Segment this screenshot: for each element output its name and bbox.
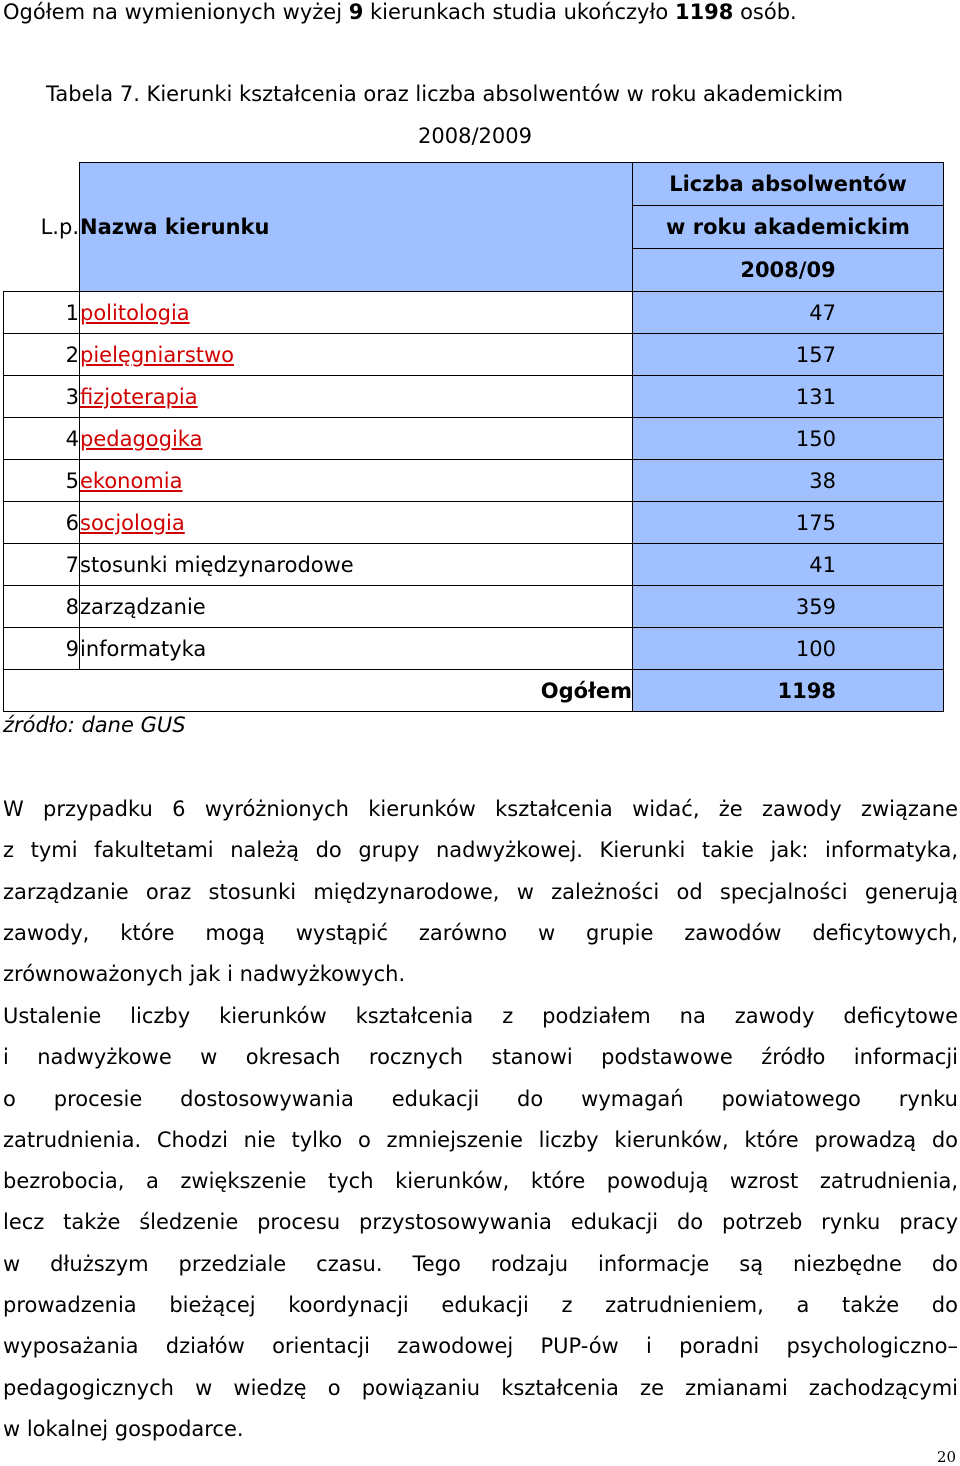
paragraph-line: zarządzanie oraz stosunki międzynarodowe, w zależności od specjalności generują — [3, 879, 958, 904]
row-number: 7 — [4, 544, 80, 586]
row-number: 2 — [4, 334, 80, 376]
table-row — [4, 334, 944, 376]
row-number: 3 — [4, 376, 80, 418]
paragraph-line: zatrudnienia. Chodzi nie tylko o zmniejszenie liczby kierunków, które prowadzą do — [3, 1127, 958, 1152]
table-row — [4, 376, 944, 418]
paragraph-line: wyposażania działów orientacji zawodowej PUP-ów i poradni psychologiczno– — [3, 1334, 958, 1359]
table-header-row — [4, 163, 944, 206]
field-name: informatyka — [80, 636, 207, 661]
total-row — [4, 670, 944, 712]
table-row — [4, 628, 944, 670]
graduate-count: 47 — [809, 300, 836, 325]
row-number: 8 — [4, 586, 80, 628]
header-count-line3: 2008/09 — [633, 249, 944, 292]
paragraph-line: prowadzenia bieżącej koordynacji edukacji z zatrudnieniem, a także do — [3, 1293, 958, 1318]
paragraph-line: W przypadku 6 wyróżnionych kierunków kształcenia widać, że zawody związane — [3, 797, 958, 821]
paragraph-line: zawody, które mogą wystąpić zarówno w grupie zawodów deficytowych, — [3, 920, 958, 945]
paragraph-1 — [3, 789, 958, 995]
graduate-count: 38 — [809, 468, 836, 493]
graduate-count: 157 — [795, 342, 836, 367]
table-caption: Tabela 7. Kierunki kształcenia oraz liczba absolwentów w roku akademickim — [46, 82, 844, 106]
intro-total: 1198 — [674, 0, 734, 24]
header-lp: L.p. — [4, 163, 80, 292]
field-name: zarządzanie — [80, 594, 206, 619]
page-number: 20 — [936, 1448, 956, 1466]
paragraph-line: i nadwyżkowe w okresach rocznych stanowi podstawowe źródło informacji — [3, 1045, 958, 1070]
paragraph-line: lecz także śledzenie procesu przystosowywania edukacji do potrzeb rynku pracy — [3, 1210, 958, 1235]
row-number: 6 — [4, 502, 80, 544]
paragraph-line: Ustalenie liczby kierunków kształcenia z podziałem na zawody deficytowe — [3, 1004, 958, 1028]
header-count-line2: w roku akademickim — [633, 206, 944, 249]
row-number: 5 — [4, 460, 80, 502]
graduate-count: 150 — [795, 426, 836, 451]
field-name-link[interactable]: pielęgniarstwo — [80, 342, 235, 367]
row-number: 1 — [4, 292, 80, 334]
table-caption-year: 2008/2009 — [418, 124, 532, 148]
graduate-count: 100 — [795, 636, 836, 661]
table-row — [4, 544, 944, 586]
field-name-link[interactable]: politologia — [80, 300, 190, 325]
paragraph-line: w dłuższym przedziale czasu. Tego rodzaju informacje są niezbędne do — [3, 1251, 958, 1276]
paragraph-2 — [3, 996, 958, 1450]
source-note: źródło: dane GUS — [3, 713, 186, 737]
total-value: 1198 — [777, 678, 836, 703]
field-name-link[interactable]: ekonomia — [80, 468, 183, 493]
intro-sentence: Ogółem na wymienionych wyżej 9 kierunkach studia ukończyło 1198 osób. — [3, 0, 797, 24]
paragraph-line: w lokalnej gospodarce. — [3, 1416, 244, 1441]
total-label: Ogółem — [4, 670, 633, 712]
graduate-count: 41 — [809, 552, 836, 577]
paragraph-line: bezrobocia, a zwiększenie tych kierunków, które powodują wzrost zatrudnienia, — [3, 1169, 958, 1194]
table-row — [4, 460, 944, 502]
header-name: Nazwa kierunku — [80, 163, 633, 292]
graduate-count: 131 — [795, 384, 836, 409]
table-row — [4, 292, 944, 334]
field-name-link[interactable]: fizjoterapia — [80, 384, 198, 409]
graduate-count: 175 — [795, 510, 836, 535]
paragraph-line: o procesie dostosowywania edukacji do wymagań powiatowego rynku — [3, 1086, 958, 1111]
graduates-table — [3, 162, 944, 712]
field-name: stosunki międzynarodowe — [80, 552, 354, 577]
header-count-line1: Liczba absolwentów — [633, 163, 944, 206]
paragraph-line: pedagogicznych w wiedzę o powiązaniu kształcenia ze zmianami zachodzącymi — [3, 1375, 958, 1400]
field-name-link[interactable]: pedagogika — [80, 426, 203, 451]
paragraph-line: zrównoważonych jak i nadwyżkowych. — [3, 962, 406, 987]
paragraph-line: z tymi fakultetami należą do grupy nadwyżkowej. Kierunki takie jak: informatyka, — [3, 838, 958, 863]
table-row — [4, 418, 944, 460]
table-row — [4, 586, 944, 628]
table-row — [4, 502, 944, 544]
graduate-count: 359 — [795, 594, 836, 619]
intro-count: 9 — [348, 0, 364, 24]
row-number: 9 — [4, 628, 80, 670]
row-number: 4 — [4, 418, 80, 460]
field-name-link[interactable]: socjologia — [80, 510, 185, 535]
